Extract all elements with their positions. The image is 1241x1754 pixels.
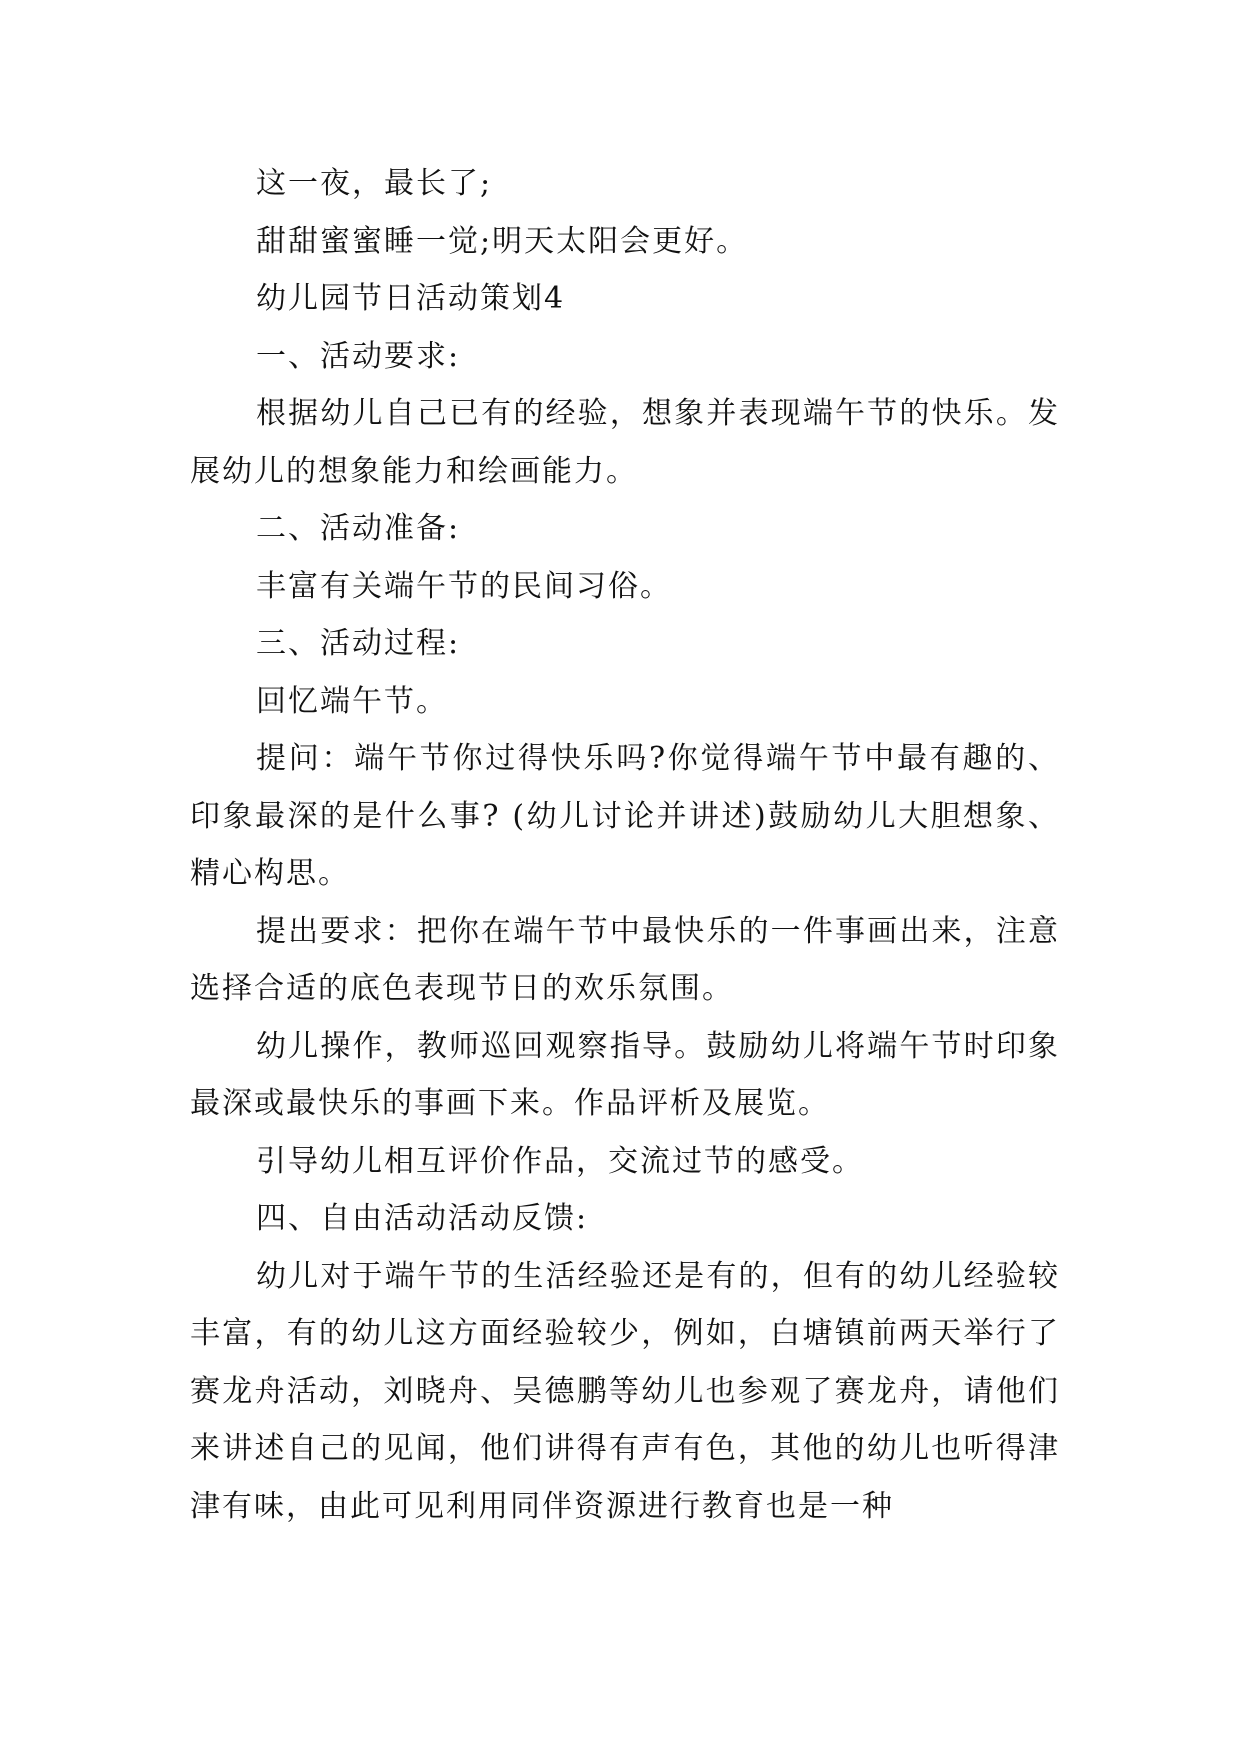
document-body [190, 155, 1060, 1535]
paragraph-preparation: 丰富有关端午节的民间习俗。 [256, 568, 672, 604]
paragraph-operation: 幼儿操作，教师巡回观察指导。鼓励幼儿将端午节时印象最深或最快乐的事画下来。作品评析及展览。 [190, 1028, 1060, 1121]
heading-requirements: 一、活动要求: [256, 338, 461, 374]
paragraph-question: 提问：端午节你过得快乐吗?你觉得端午节中最有趣的、印象最深的是什么事? (幼儿讨论并讲述)鼓励幼儿大胆想象、精心构思。 [190, 741, 1060, 891]
heading-feedback: 四、自由活动活动反馈: [256, 1201, 589, 1236]
paragraph-evaluation: 引导幼儿相互评价作品，交流过节的感受。 [256, 1143, 864, 1179]
paragraph-request: 提出要求：把你在端午节中最快乐的一件事画出来，注意选择合适的底色表现节日的欢乐氛围。 [190, 913, 1060, 1006]
paragraph-line-2: 甜甜蜜蜜睡一觉;明天太阳会更好。 [256, 223, 749, 259]
section-title: 幼儿园节日活动策划4 [256, 281, 566, 316]
heading-process: 三、活动过程: [256, 626, 461, 661]
heading-preparation: 二、活动准备: [256, 511, 461, 546]
paragraph-line-1: 这一夜，最长了; [256, 166, 493, 201]
paragraph-requirements: 根据幼儿自己已有的经验，想象并表现端午节的快乐。发展幼儿的想象能力和绘画能力。 [190, 396, 1060, 489]
paragraph-recall: 回忆端午节。 [256, 683, 448, 719]
paragraph-feedback: 幼儿对于端午节的生活经验还是有的，但有的幼儿经验较丰富，有的幼儿这方面经验较少，例如，白塘镇前两天举行了赛龙舟活动，刘晓舟、吴德鹏等幼儿也参观了赛龙舟，请他们来讲述自己的见闻，他们讲得有声有色，其他的幼儿也听得津津有味，由此可见利用同伴资源进行教育也是一种 [190, 1258, 1060, 1524]
